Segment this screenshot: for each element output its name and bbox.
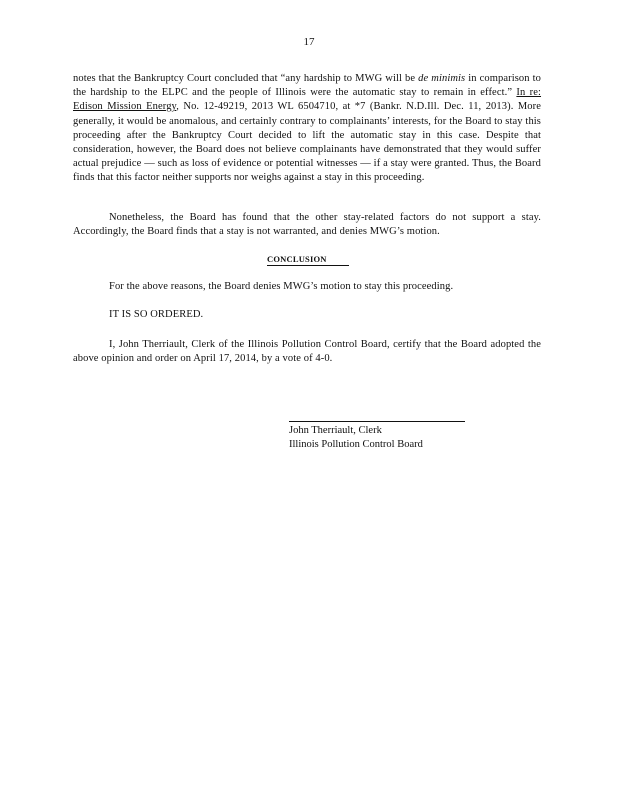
paragraph-conclusion: For the above reasons, the Board denies MWG’s motion to stay this proceeding. <box>109 281 454 292</box>
paragraph-certification: I, John Therriault, Clerk of the Illinois Pollution Control Board, certify that the Board adopted the above opinion and order on April 17, 2014, by a vote of 4-0. <box>73 339 541 365</box>
signature-line <box>289 421 465 422</box>
paragraph1-italic-term: de minimis <box>418 73 466 84</box>
paragraph-order: IT IS SO ORDERED. <box>109 309 204 320</box>
signature-name: John Therriault, Clerk <box>289 425 382 436</box>
case-citation: In re: Edison Mission Energy <box>73 87 542 113</box>
section-heading-conclusion: CONCLUSION <box>267 254 349 266</box>
paragraph1-text-a: notes that the Bankruptcy Court concluded that “any hardship to MWG will be <box>73 73 419 84</box>
page-number: 17 <box>303 36 315 48</box>
paragraph-stay-factors: Nonetheless, the Board has found that the other stay-related factors do not support a stay. Accordingly, the Board finds that a stay is not warranted, and denies MWG’s motion. <box>73 212 541 238</box>
signature-organization: Illinois Pollution Control Board <box>289 439 423 450</box>
paragraph-bankruptcy-analysis <box>73 72 541 186</box>
paragraph1-text-c: , No. 12-49219, 2013 WL 6504710, at *7 (Bankr. N.D.Ill. Dec. 11, 2013). More generally, it would be anomalous, and certainly contrary to complainants’ interests, for the Board to stay this proceeding after the Bankruptcy Court decided to lift the automatic stay in this case. Despite that consideration, however, the Board does not believe complainants have demonstrated that they would suffer actual prejudice — such as loss of evidence or potential witnesses — if a stay were granted. Thus, the Board finds that this factor neither supports nor weighs against a stay in this proceeding. <box>73 101 541 184</box>
paragraph1-text-b: in comparison to the hardship to the ELPC and the people of Illinois were the automatic stay to remain in effect.” <box>73 73 541 99</box>
